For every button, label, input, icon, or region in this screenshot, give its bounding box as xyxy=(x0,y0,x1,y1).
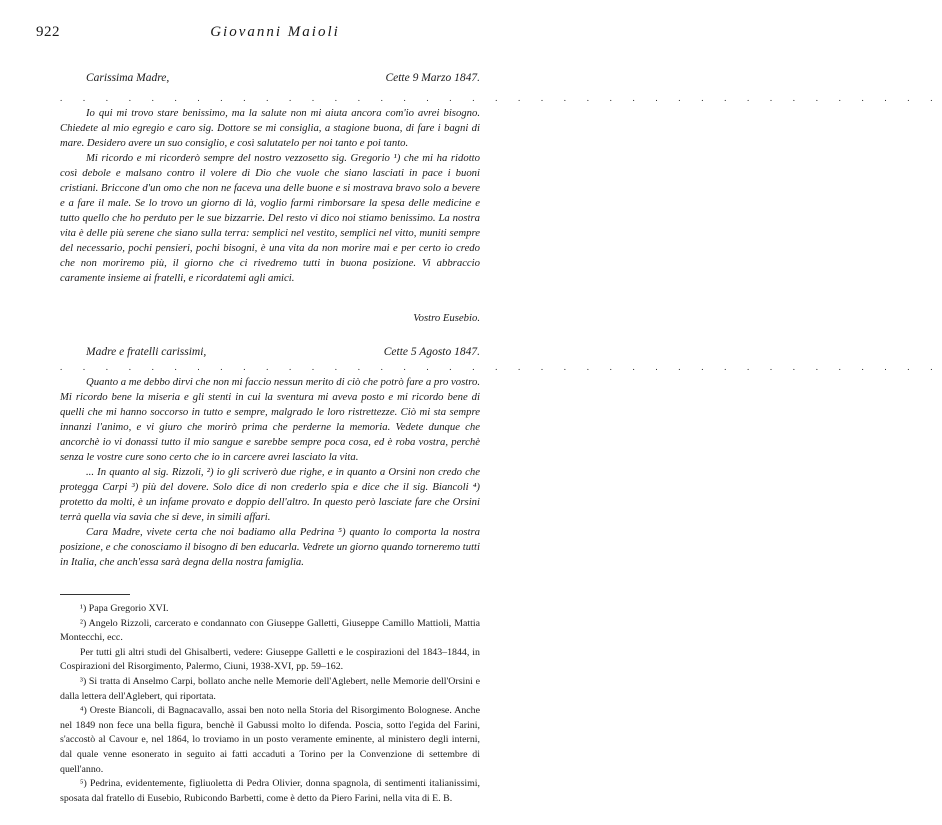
footnotes xyxy=(60,602,480,806)
page-number: 922 xyxy=(36,24,60,40)
letter2-paragraph: ... In quanto al sig. Rizzoli, ²) io gli scriverò due righe, e in quanto a Orsini non credo che protegga Carpi ³) più del dovere. Solo dice di non crederlo spia e dice che il sig. Biancoli ⁴) protetto da molti, è un infame provato e doppio dell'altro. In questo però lasciate fare che Orsini terrà quella via savia che si deve, in simili affari. xyxy=(60,466,480,523)
letter1-heading xyxy=(86,72,480,88)
letter2-salutation: Madre e fratelli carissimi, xyxy=(86,346,207,358)
letter1-body xyxy=(60,106,480,286)
footnote-rule xyxy=(60,594,130,595)
letter2-body xyxy=(60,375,480,570)
letter1-ellipsis-row: . . . . . . . . . . . . . . . . . . . . . . . . . . . . . . . . . . . . . . . xyxy=(60,93,942,103)
letter2-heading xyxy=(86,346,480,362)
footnote: ²) Angelo Rizzoli, carcerato e condannato con Giuseppe Galletti, Giuseppe Camillo Mattioli, Mattia Montecchi, ecc. xyxy=(60,617,480,644)
footnote: ³) Si tratta di Anselmo Carpi, bollato anche nelle Memorie dell'Aglebert, nelle Memorie dell'Orsini e dalla lettera dell'Aglebert, qui riportata. xyxy=(60,675,480,702)
footnote: Per tutti gli altri studi del Ghisalberti, vedere: Giuseppe Galletti e le cospirazioni del 1843–1844, in Cospirazioni del Risorgimento, Palermo, Ciuni, 1938-XVI, pp. 59–162. xyxy=(60,646,480,673)
letter1-signature: Vostro Eusebio. xyxy=(413,312,480,324)
page-header xyxy=(36,24,514,44)
letter1-paragraph: Mi ricordo e mi ricorderò sempre del nostro vezzosetto sig. Gregorio ¹) che mi ha ridotto così debole e malsano contro il volere di Dio che vuole che siano lasciati in pace i buoni cristiani. Briccone d'un omo che non ne faceva una delle buone e si mostrava bravo solo a bevere e a fare il male. Se lo trovo un giorno di là, voglio farmi rimborsare la spesa delle medicine e tutto quello che ho perduto per le sue bizzarrie. Del resto vi dico noi stiamo benissimo. La nostra vita è delle più serene che siano sulla terra: semplici nel vestito, semplici nel vitto, muniti sempre del necessario, pochi pensieri, pochi bisogni, è una vita da non morire mai e per certo io credo che non moriremo più, il giorno che ci rivedremo tutti in buona posizione. Vi abbraccio caramente insieme ai fratelli, e ricordatemi agli amici. xyxy=(60,152,480,284)
letter1-paragraph: Io qui mi trovo stare benissimo, ma la salute non mi aiuta ancora com'io avrei bisogno. Chiedete al mio egregio e caro sig. Dottore se mi consiglia, a stagione buona, di fare i bagni di mare. Desidero avere un suo consiglio, e così salutatelo per noi tanto e poi tanto. xyxy=(60,107,480,149)
running-head: Giovanni Maioli xyxy=(210,24,340,40)
footnote: ¹) Papa Gregorio XVI. xyxy=(80,603,169,614)
letter2-place-date: Cette 5 Agosto 1847. xyxy=(383,346,480,358)
footnote: ⁴) Oreste Biancoli, di Bagnacavallo, assai ben noto nella Storia del Risorgimento Bolognese. Anche nel 1849 non fece una bella figura, benchè il Gabussi molto lo difenda. Poscia, sotto l'egida del Farini, s'accostò al Cavour e, nel 1864, lo troviamo in un posto veramente eminente, al ministero degli interni, dal quale venne esonerato in seguito ai fatti accaduti a Torino per la Convenzione di settembre di quell'anno. xyxy=(60,705,480,775)
letter1-place-date: Cette 9 Marzo 1847. xyxy=(385,72,480,84)
letter2-paragraph: Cara Madre, vivete certa che noi badiamo alla Pedrina ⁵) quanto lo comporta la nostra posizione, e che conosciamo il bisogno di ben educarla. Vedrete un giorno quando torneremo tutti in Italia, che anch'essa sarà degna della nostra famiglia. xyxy=(60,526,480,568)
footnote: ⁵) Pedrina, evidentemente, figliuoletta di Pedra Olivier, donna spagnola, di sentimenti italianissimi, sposata dal fratello di Eusebio, Rubicondo Barbetti, come è detto da Piero Farini, nella vita di E. B. xyxy=(60,778,480,804)
letter2-paragraph: Quanto a me debbo dirvi che non mi faccio nessun merito di ciò che potrò fare a pro vostro. Mi ricordo bene la miseria e gli stenti in cui la sventura mi aveva posto e mi ricordo bene di quelli che mi hanno soccorso in tutto e sempre, malgrado le loro ristrettezze. Ciò mi sta sempre innanzi l'animo, e vi giuro che morirò prima che perderne la memoria. Vedete dunque che ancorchè io vi donassi tutto il mio sangue e sarebbe sempre poca cosa, ed è roba vostra, perchè senza le vostre cure sono certo che io in carcere avrei lasciato la vita. xyxy=(60,376,480,463)
letter2-ellipsis-row: . . . . . . . . . . . . . . . . . . . . . . . . . . . . . . . . . . . . . . . xyxy=(60,362,942,372)
letter1-salutation: Carissima Madre, xyxy=(86,72,170,84)
